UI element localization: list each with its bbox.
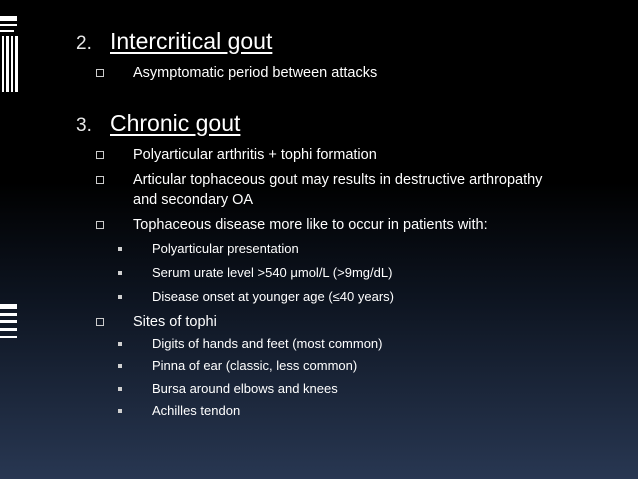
sub-bullet [118, 357, 568, 375]
bullet [96, 312, 566, 332]
bullet [96, 145, 566, 165]
square-bullet-icon [96, 176, 104, 184]
bullet-text: Articular tophaceous gout may results in destructive arthropathy and secondary OA [133, 172, 543, 208]
bullet [96, 170, 566, 210]
section-heading [76, 28, 272, 55]
small-square-bullet-icon [118, 271, 122, 275]
sub-bullet [118, 380, 568, 398]
small-square-bullet-icon [118, 387, 122, 391]
bullet [96, 215, 566, 235]
sub-bullet [118, 288, 568, 306]
bullet [96, 63, 566, 83]
section-number: 3. [76, 115, 92, 136]
bullet-text: Sites of tophi [133, 314, 217, 330]
small-square-bullet-icon [118, 409, 122, 413]
sub-bullet [118, 402, 568, 420]
bullet-text: Tophaceous disease more like to occur in patients with: [133, 217, 488, 233]
square-bullet-icon [96, 221, 104, 229]
bullet-text: Polyarticular arthritis + tophi formation [133, 147, 377, 163]
section-number: 2. [76, 33, 92, 54]
sub-bullet-text: Digits of hands and feet (most common) [152, 336, 383, 351]
sub-bullet [118, 264, 568, 282]
sub-bullet-text: Serum urate level >540 μmol/L (>9mg/dL) [152, 265, 393, 280]
small-square-bullet-icon [118, 364, 122, 368]
small-square-bullet-icon [118, 247, 122, 251]
section-title: Intercritical gout [110, 28, 273, 54]
section-heading [76, 110, 240, 137]
sub-bullet-text: Bursa around elbows and knees [152, 381, 338, 396]
sub-bullet-text: Pinna of ear (classic, less common) [152, 358, 358, 373]
section-title: Chronic gout [110, 110, 241, 136]
square-bullet-icon [96, 69, 104, 77]
square-bullet-icon [96, 318, 104, 326]
sub-bullet-text: Disease onset at younger age (≤40 years) [152, 289, 394, 304]
small-square-bullet-icon [118, 342, 122, 346]
square-bullet-icon [96, 151, 104, 159]
small-square-bullet-icon [118, 295, 122, 299]
bullet-text: Asymptomatic period between attacks [133, 65, 378, 81]
sub-bullet [118, 240, 568, 258]
sub-bullet-text: Achilles tendon [152, 403, 241, 418]
sub-bullet-text: Polyarticular presentation [152, 241, 299, 256]
sub-bullet [118, 335, 568, 353]
